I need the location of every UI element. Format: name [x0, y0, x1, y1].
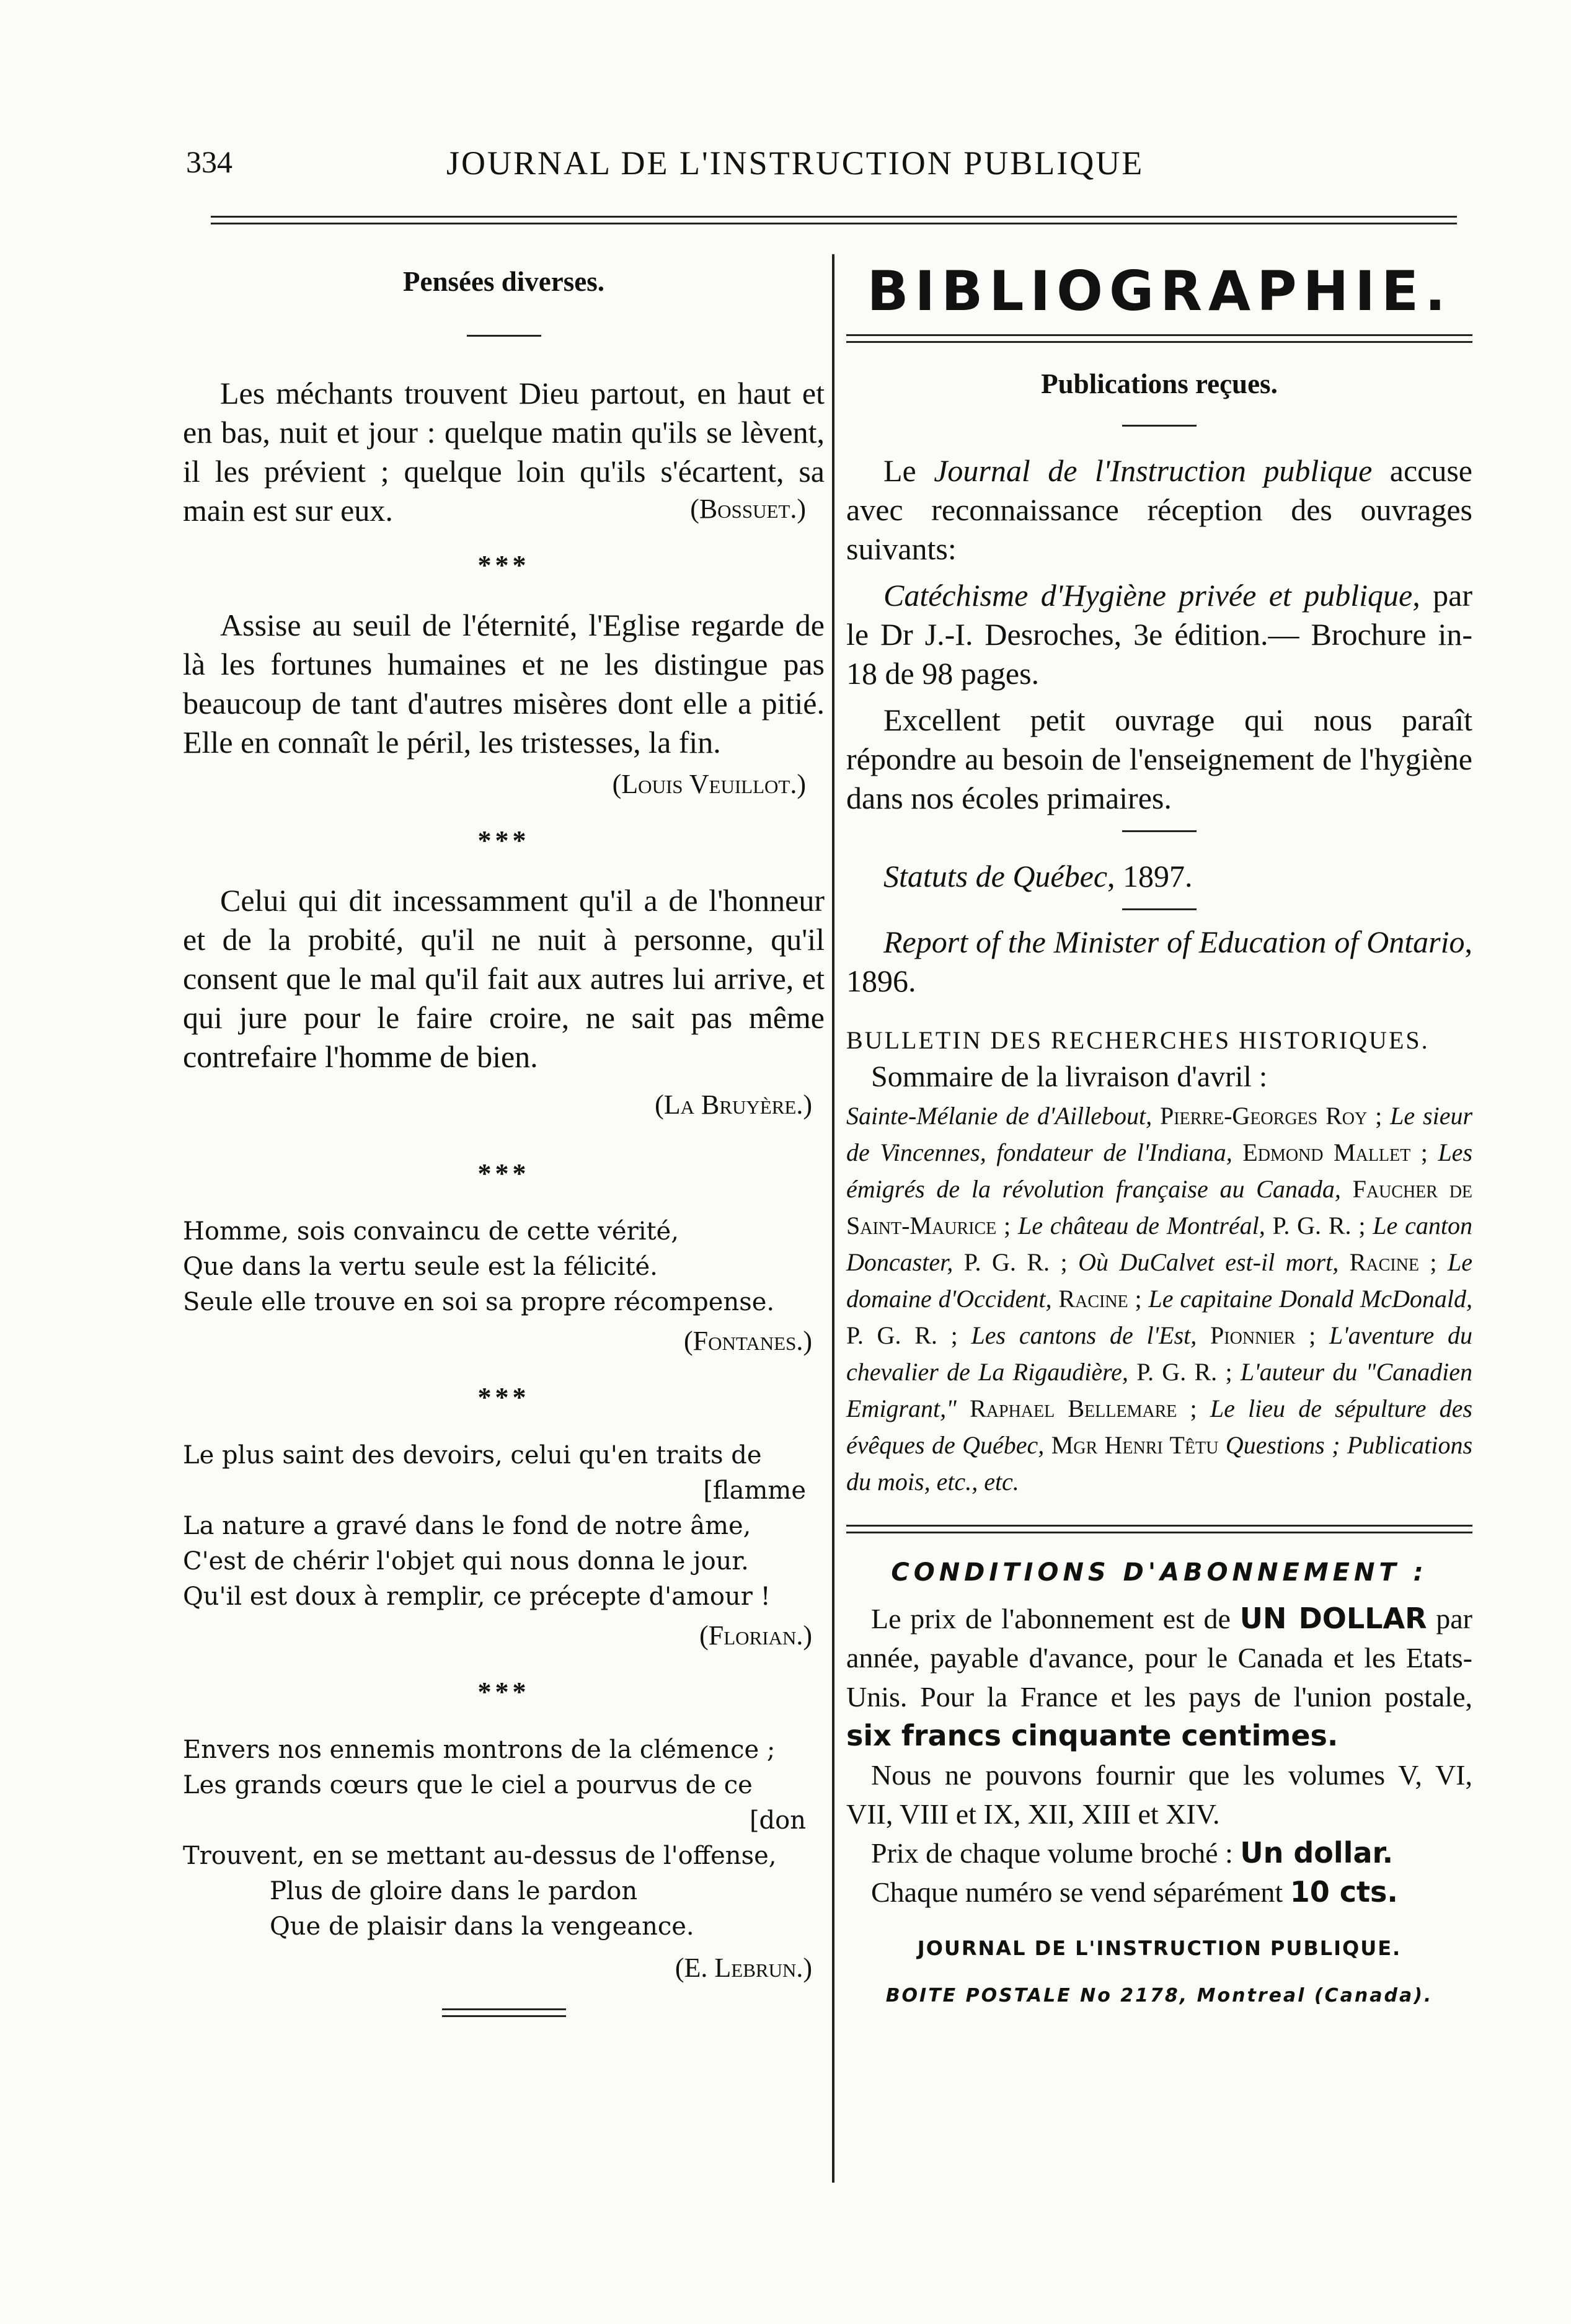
conditions-price: [846, 1599, 1472, 1755]
intro-text: Le: [883, 453, 934, 488]
book-title: Report of the Minister of Education of Ontario: [883, 925, 1465, 959]
conditions-volumes: Nous ne pouvons fournir que les volumes V, VI, VII, VIII et IX, XII, XIII et XIV.: [846, 1759, 1472, 1830]
cond-text: par année, payable d'avance, pour le Canada et les Etats-Unis. Pour la France et les pays de l'union postale,: [846, 1603, 1472, 1713]
running-title: JOURNAL DE L'INSTRUCTION PUBLIQUE: [446, 144, 1144, 182]
attribution-fontanes: (Fontanes.): [684, 1326, 812, 1356]
book-details: par le Dr J.-I. Desroches, 3e édition.— Brochure in-18 de 98 pages.: [846, 578, 1472, 691]
conditions-issue-price: [846, 1873, 1472, 1912]
bibliographie-title: BIBLIOGRAPHIE.: [867, 259, 1452, 323]
verse-line: Homme, sois convaincu de cette vérité,: [183, 1217, 679, 1246]
book-year: , 1897.: [1107, 859, 1193, 894]
paragraph-bossuet: Les méchants trouvent Dieu partout, en haut et en bas, nuit et jour : quelque matin qu'ils se lèvent, il les prévient ; quelque loin qu'ils s'écartent, sa main est sur eux.: [183, 376, 825, 528]
attribution-florian: (Florian.): [699, 1620, 812, 1651]
catechisme-entry: [846, 576, 1472, 693]
asterism: ***: [477, 1677, 530, 1707]
end-rule: [442, 2008, 566, 2017]
toc-title: Le capitaine Donald McDonald,: [1148, 1285, 1473, 1313]
toc-author: Raphael Bellemare ;: [970, 1395, 1210, 1422]
catechisme-review: Excellent petit ouvrage qui nous paraît répondre au besoin de l'enseignement de l'hygiène dans nos écoles primaires.: [846, 703, 1472, 815]
table-of-contents: [846, 1098, 1472, 1500]
asterism: ***: [477, 550, 530, 580]
publications-heading: Publications reçues.: [1041, 368, 1278, 399]
verse-line: [flamme: [703, 1476, 806, 1505]
verse-fontanes: [183, 1214, 825, 1320]
toc-author: Pierre-Georges Roy ;: [1159, 1102, 1391, 1130]
book-year: , 1896.: [846, 925, 1472, 998]
toc-author: Racine ;: [1349, 1248, 1448, 1276]
report-entry: [846, 923, 1472, 1001]
toc-title: Les émigrés de la révolution française au Canada,: [846, 1138, 1473, 1203]
conditions-rule: [846, 1525, 1472, 1533]
verse-line: Envers nos ennemis montrons de la clémence ;: [183, 1736, 776, 1764]
verse-line: Qu'il est doux à remplir, ce précepte d'amour !: [183, 1582, 771, 1611]
sommaire-line: Sommaire de la livraison d'avril :: [871, 1060, 1268, 1093]
attribution-bossuet: (Bossuet.): [690, 494, 806, 524]
cond-issue-price: 10 cts.: [1290, 1875, 1398, 1909]
toc-author: Mgr Henri Têtu: [1051, 1431, 1226, 1459]
toc-author: P. G. R. ;: [846, 1321, 971, 1349]
verse-line: La nature a gravé dans le fond de notre âme,: [183, 1512, 751, 1540]
toc-author: P. G. R. ;: [963, 1248, 1079, 1276]
column-divider: [832, 254, 834, 2183]
toc-author: Pionnier ;: [1210, 1321, 1329, 1349]
paragraph-la-bruyere: Celui qui dit incessamment qu'il a de l'honneur et de la probité, qu'il ne nuit à personne, qu'il consent que le mal qu'il fait aux autres lui arrive, et qui jure pour le faire croire, ne sait pas même contrefaire l'homme de bien.: [183, 883, 825, 1074]
toc-title: Le sieur de Vincennes, fondateur de l'Indiana,: [846, 1102, 1473, 1166]
cond-volume-price: Un dollar.: [1240, 1836, 1394, 1869]
attribution-lebrun: (E. Lebrun.): [675, 1953, 812, 1983]
toc-title: Le domaine d'Occident,: [846, 1248, 1473, 1313]
book-title: Catéchisme d'Hygiène privée et publique,: [883, 578, 1420, 613]
paragraph-veuillot: Assise au seuil de l'éternité, l'Eglise regarde de là les fortunes humaines et ne les distingue pas beaucoup de tant d'autres misères dont elle a pitié. Elle en connaît le péril, les tristesses, la fin.: [183, 608, 825, 760]
header-rule: [211, 216, 1457, 224]
toc-title: Où DuCalvet est-il mort,: [1078, 1248, 1350, 1276]
toc-title: Le lieu de sépulture des évêques de Québec,: [846, 1395, 1472, 1459]
intro-text: accuse avec reconnaissance réception des ouvrages suivants:: [846, 453, 1472, 566]
toc-title: Questions ; Publications du mois, etc., etc.: [846, 1431, 1473, 1496]
book-title: Statuts de Québec: [883, 859, 1108, 894]
toc-author: P. G. R. ;: [1136, 1358, 1241, 1386]
conditions-heading: CONDITIONS D'ABONNEMENT :: [891, 1558, 1428, 1587]
publisher-address: BOITE POSTALE No 2178, Montreal (Canada).: [885, 1985, 1433, 2007]
cond-text: Chaque numéro se vend séparément: [871, 1876, 1290, 1908]
attribution-la-bruyere: (La Bruyère.): [655, 1089, 812, 1120]
toc-author: Edmond Mallet ;: [1242, 1138, 1438, 1166]
verse-line: Trouvent, en se mettant au-dessus de l'offense,: [183, 1842, 777, 1870]
cond-price: UN DOLLAR: [1239, 1602, 1427, 1635]
verse-line: [don: [749, 1806, 806, 1835]
toc-title: Le canton Doncaster,: [846, 1212, 1472, 1276]
toc-author: Faucher de Saint-Maurice ;: [846, 1175, 1473, 1240]
verse-lebrun: [183, 1732, 825, 1945]
cond-price-foreign: six francs cinquante centimes.: [846, 1719, 1339, 1752]
verse-line: C'est de chérir l'objet qui nous donna le jour.: [183, 1547, 749, 1576]
verse-line: Le plus saint des devoirs, celui qu'en traits de: [183, 1441, 762, 1470]
asterism: ***: [477, 1382, 530, 1413]
page-number: 334: [186, 144, 232, 179]
verse-florian: [183, 1438, 825, 1615]
verse-line: Plus de gloire dans le pardon: [270, 1877, 638, 1905]
left-column: [183, 254, 825, 2017]
right-column: [846, 254, 1472, 2007]
intro-paragraph: [846, 451, 1472, 569]
asterism: ***: [477, 1158, 530, 1189]
publisher-name: JOURNAL DE L'INSTRUCTION PUBLIQUE.: [917, 1936, 1402, 1960]
statuts-entry: [846, 857, 1472, 896]
verse-line: Que dans la vertu seule est la félicité.: [183, 1253, 658, 1281]
toc-title: L'auteur du "Canadien Emigrant,": [846, 1358, 1472, 1422]
bulletin-heading: BULLETIN DES RECHERCHES HISTORIQUES.: [846, 1026, 1430, 1054]
toc-author: Racine ;: [1058, 1285, 1149, 1313]
page-header: [186, 144, 1240, 187]
toc-title: Le château de Montréal,: [1017, 1212, 1273, 1240]
toc-title: L'aventure du chevalier de La Rigaudière,: [846, 1321, 1472, 1386]
section-heading: Pensées diverses.: [403, 266, 604, 297]
cond-text: Le prix de l'abonnement est de: [871, 1603, 1240, 1634]
verse-line: Les grands cœurs que le ciel a pourvus de ce: [183, 1771, 753, 1799]
asterism: ***: [477, 825, 530, 856]
verse-line: Que de plaisir dans la vengeance.: [270, 1912, 694, 1941]
verse-line: Seule elle trouve en soi sa propre récompense.: [183, 1288, 775, 1316]
toc-title: Les cantons de l'Est,: [971, 1321, 1211, 1349]
attribution-veuillot: (Louis Veuillot.): [612, 769, 806, 799]
toc-title: Sainte-Mélanie de d'Aillebout,: [846, 1102, 1160, 1130]
conditions-volume-price: [846, 1834, 1472, 1873]
toc-author: P. G. R. ;: [1272, 1212, 1373, 1240]
cond-text: Prix de chaque volume broché :: [871, 1837, 1241, 1869]
title-rule: [846, 334, 1472, 343]
journal-title: Journal de l'Instruction publique: [934, 453, 1373, 488]
